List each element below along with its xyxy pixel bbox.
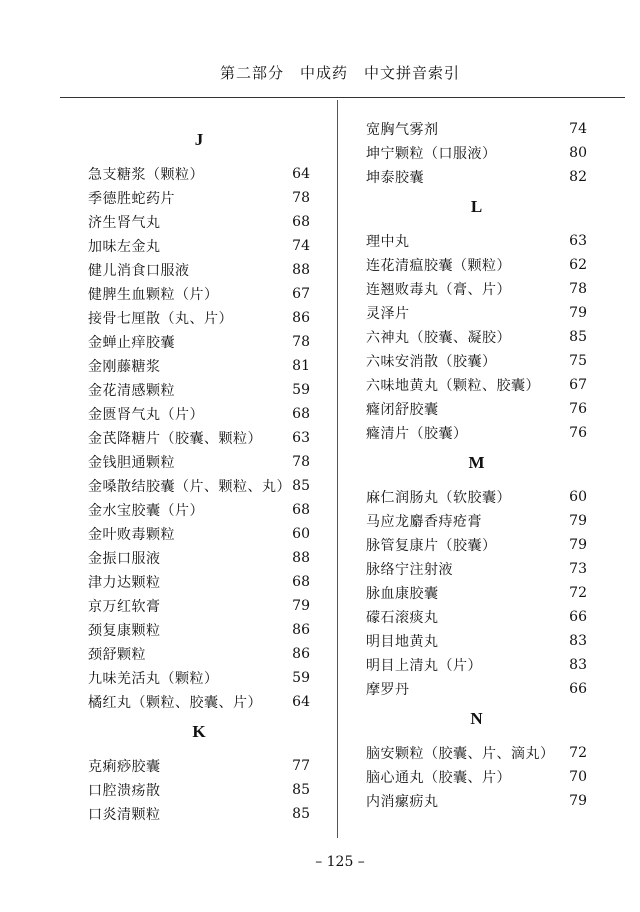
entry-page: 72 [569, 745, 587, 761]
page-header: 第二部分 中成药 中文拼音索引 [219, 64, 460, 82]
page-number: – 125 – [315, 854, 365, 870]
index-entry [88, 450, 310, 474]
entry-page: 60 [292, 526, 310, 542]
index-entry [88, 754, 310, 778]
index-entry [366, 509, 587, 533]
entry-name: 癃清片（胶囊） [366, 426, 468, 442]
entry-page: 79 [569, 305, 587, 321]
entry-page: 75 [569, 353, 587, 369]
index-entry [88, 546, 310, 570]
entry-page: 83 [569, 633, 587, 649]
index-entry [366, 581, 587, 605]
entry-page: 79 [569, 537, 587, 553]
index-entry [366, 277, 587, 301]
entry-page: 86 [292, 310, 310, 326]
index-entry [88, 402, 310, 426]
entry-name: 加味左金丸 [88, 239, 161, 255]
entry-name: 健儿消食口服液 [88, 263, 190, 279]
index-entry [88, 210, 310, 234]
index-entry [366, 629, 587, 653]
index-entry [366, 397, 587, 421]
entry-page: 62 [569, 257, 587, 273]
entry-name: 六味地黄丸（颗粒、胶囊） [366, 378, 540, 394]
index-entry [88, 186, 310, 210]
section-letter-m: M [468, 453, 485, 472]
entry-page: 85 [292, 478, 310, 494]
entry-page: 81 [292, 358, 310, 374]
entry-name: 六神丸（胶囊、凝胶） [366, 330, 511, 346]
entry-name: 坤宁颗粒（口服液） [366, 146, 497, 162]
index-entry [88, 522, 310, 546]
index-entry [88, 330, 310, 354]
entry-page: 66 [569, 609, 587, 625]
section-letter-n: N [470, 709, 483, 728]
entry-page: 59 [292, 382, 310, 398]
entry-page: 78 [292, 454, 310, 470]
entry-page: 64 [292, 694, 310, 710]
index-entry [88, 594, 310, 618]
entry-page: 74 [292, 238, 310, 254]
entry-page: 68 [292, 406, 310, 422]
entry-page: 83 [569, 657, 587, 673]
entry-page: 78 [292, 334, 310, 350]
entry-page: 76 [569, 425, 587, 441]
entry-name: 金蝉止痒胶囊 [88, 335, 175, 351]
index-entry [366, 741, 587, 765]
entry-name: 礞石滚痰丸 [366, 610, 439, 626]
index-entry [366, 117, 587, 141]
index-entry [366, 165, 587, 189]
entry-page: 78 [292, 190, 310, 206]
entry-name: 颈复康颗粒 [88, 623, 161, 639]
entry-page: 74 [569, 121, 587, 137]
index-entry [88, 306, 310, 330]
entry-name: 灵泽片 [366, 306, 410, 322]
entry-page: 59 [292, 670, 310, 686]
entry-name: 金水宝胶囊（片） [88, 503, 204, 519]
entry-page: 79 [569, 793, 587, 809]
index-entry [88, 802, 310, 826]
entry-page: 68 [292, 502, 310, 518]
index-entry [366, 557, 587, 581]
entry-page: 66 [569, 681, 587, 697]
entry-page: 64 [292, 166, 310, 182]
entry-name: 脉血康胶囊 [366, 586, 439, 602]
index-entry [366, 765, 587, 789]
entry-name: 津力达颗粒 [88, 575, 161, 591]
entry-name: 六味安消散（胶囊） [366, 354, 497, 370]
index-entry [88, 354, 310, 378]
entry-name: 癃闭舒胶囊 [366, 402, 439, 418]
entry-name: 金花清感颗粒 [88, 383, 175, 399]
index-entry [366, 605, 587, 629]
entry-page: 85 [292, 806, 310, 822]
entry-name: 橘红丸（颗粒、胶囊、片） [88, 695, 262, 711]
entry-name: 马应龙麝香痔疮膏 [366, 514, 482, 530]
entry-name: 颈舒颗粒 [88, 647, 146, 663]
index-entry [88, 474, 310, 498]
index-entry [88, 234, 310, 258]
index-entry [366, 325, 587, 349]
entry-name: 季德胜蛇药片 [88, 191, 175, 207]
entry-page: 73 [569, 561, 587, 577]
entry-name: 京万红软膏 [88, 599, 161, 615]
section-letter-j: J [194, 130, 204, 149]
entry-name: 接骨七厘散（丸、片） [88, 311, 233, 327]
entry-name: 明目地黄丸 [366, 634, 439, 650]
entry-name: 急支糖浆（颗粒） [88, 167, 204, 183]
entry-name: 济生肾气丸 [88, 215, 161, 231]
index-entry [366, 653, 587, 677]
index-entry [88, 690, 310, 714]
index-entry [366, 789, 587, 813]
entry-name: 九味羌活丸（颗粒） [88, 671, 219, 687]
entry-name: 金叶败毒颗粒 [88, 527, 175, 543]
entry-page: 70 [569, 769, 587, 785]
index-entry [88, 642, 310, 666]
index-entry [366, 421, 587, 445]
entry-name: 口炎清颗粒 [88, 807, 161, 823]
index-entry [88, 778, 310, 802]
entry-name: 脉管复康片（胶囊） [366, 538, 497, 554]
index-entry [366, 485, 587, 509]
entry-name: 脑安颗粒（胶囊、片、滴丸） [366, 746, 555, 762]
index-entry [88, 378, 310, 402]
entry-name: 金钱胆通颗粒 [88, 455, 175, 471]
section-letter-k: K [192, 722, 206, 741]
header-divider [60, 97, 625, 98]
entry-name: 内消瘰疬丸 [366, 794, 439, 810]
entry-page: 67 [569, 377, 587, 393]
index-column-right [366, 100, 587, 840]
entry-page: 79 [569, 513, 587, 529]
index-entry [88, 426, 310, 450]
entry-name: 明目上清丸（片） [366, 658, 482, 674]
index-entry [366, 349, 587, 373]
index-entry [366, 253, 587, 277]
entry-page: 68 [292, 574, 310, 590]
entry-name: 金芪降糖片（胶囊、颗粒） [88, 431, 262, 447]
index-entry [88, 282, 310, 306]
entry-name: 健脾生血颗粒（片） [88, 287, 219, 303]
entry-page: 67 [292, 286, 310, 302]
entry-name: 金振口服液 [88, 551, 161, 567]
entry-name: 理中丸 [366, 234, 410, 250]
entry-name: 麻仁润肠丸（软胶囊） [366, 490, 511, 506]
index-entry [366, 533, 587, 557]
entry-name: 摩罗丹 [366, 682, 410, 698]
index-entry [88, 570, 310, 594]
index-entry [366, 373, 587, 397]
index-entry [88, 618, 310, 642]
entry-name: 金嗓散结胶囊（片、颗粒、丸） [88, 479, 291, 495]
entry-page: 82 [569, 169, 587, 185]
entry-page: 78 [569, 281, 587, 297]
entry-page: 86 [292, 622, 310, 638]
entry-name: 连翘败毒丸（膏、片） [366, 282, 511, 298]
entry-page: 60 [569, 489, 587, 505]
entry-name: 宽胸气雾剂 [366, 122, 439, 138]
entry-page: 76 [569, 401, 587, 417]
index-entry [88, 162, 310, 186]
entry-page: 63 [569, 233, 587, 249]
entry-name: 金刚藤糖浆 [88, 359, 161, 375]
entry-page: 80 [569, 145, 587, 161]
index-entry [366, 141, 587, 165]
index-entry [366, 229, 587, 253]
entry-page: 72 [569, 585, 587, 601]
entry-name: 脉络宁注射液 [366, 562, 453, 578]
entry-page: 77 [292, 758, 310, 774]
entry-name: 脑心通丸（胶囊、片） [366, 770, 511, 786]
entry-name: 连花清瘟胶囊（颗粒） [366, 258, 511, 274]
entry-page: 85 [569, 329, 587, 345]
index-column-left [88, 100, 310, 840]
entry-name: 坤泰胶囊 [366, 170, 424, 186]
entry-page: 79 [292, 598, 310, 614]
index-entry [88, 666, 310, 690]
entry-page: 86 [292, 646, 310, 662]
index-entry [366, 677, 587, 701]
entry-name: 口腔溃疡散 [88, 783, 161, 799]
entry-name: 金匮肾气丸（片） [88, 407, 204, 423]
entry-page: 88 [292, 550, 310, 566]
entry-name: 克痢痧胶囊 [88, 759, 161, 775]
entry-page: 88 [292, 262, 310, 278]
index-entry [88, 498, 310, 522]
index-entry [366, 301, 587, 325]
entry-page: 85 [292, 782, 310, 798]
column-divider [337, 100, 338, 838]
entry-page: 63 [292, 430, 310, 446]
section-letter-l: L [470, 197, 483, 216]
entry-page: 68 [292, 214, 310, 230]
index-entry [88, 258, 310, 282]
